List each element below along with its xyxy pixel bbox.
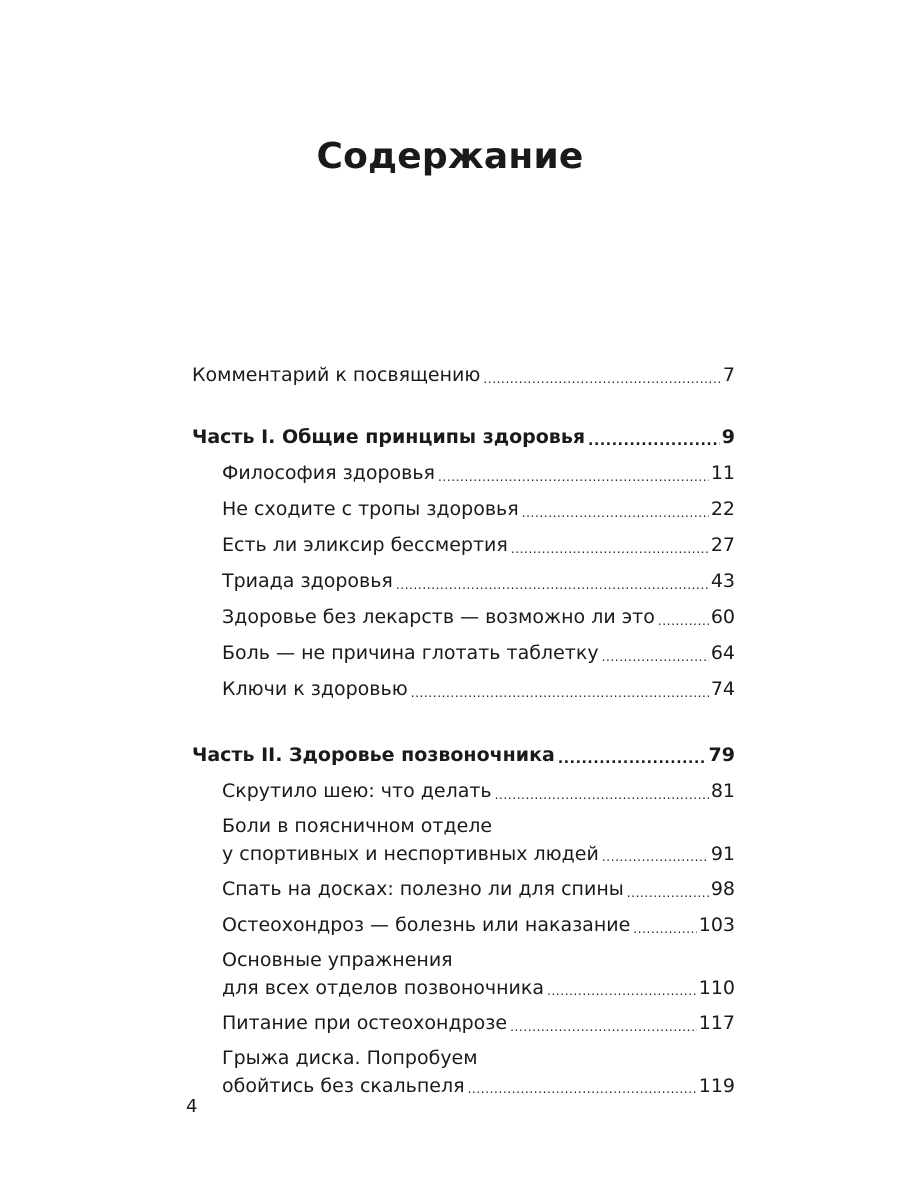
- toc-entry-label: Здоровье без лекарств — возможно ли это: [222, 606, 655, 628]
- dot-leader: [627, 882, 709, 904]
- toc-entry-multiline[interactable]: [192, 812, 735, 868]
- dot-leader: [522, 502, 709, 524]
- toc-entry-label-line2: обойтись без скальпеля: [222, 1075, 465, 1097]
- toc-page-number: 11: [710, 462, 735, 484]
- dot-leader: [511, 538, 709, 560]
- dot-leader: [633, 918, 696, 940]
- toc-entry-label: Остеохондроз — болезнь или наказание: [222, 914, 631, 936]
- toc-part-label: Часть II. Здоровье позвоночника: [192, 744, 555, 766]
- page-number: 4: [186, 1096, 198, 1117]
- toc-entry-label-line1: Боли в поясничном отделе: [222, 815, 493, 837]
- toc-part-2[interactable]: [192, 740, 735, 770]
- toc-entry-label-line1: Основные упражнения: [222, 949, 453, 971]
- toc-page-number: 22: [710, 498, 735, 520]
- toc-page-number: 119: [698, 1075, 735, 1097]
- dot-leader: [558, 748, 707, 770]
- toc-page-number: 27: [710, 534, 735, 556]
- toc-entry[interactable]: [192, 494, 735, 524]
- toc-page-number: 9: [721, 426, 735, 448]
- toc-page-number: 110: [698, 977, 735, 999]
- toc-entry-multiline[interactable]: [192, 1044, 735, 1100]
- toc-page-number: 117: [698, 1012, 735, 1034]
- page-title: Содержание: [316, 136, 584, 177]
- toc-entry-label: Питание при остеохондрозе: [222, 1012, 508, 1034]
- toc-page-number: 79: [708, 744, 735, 766]
- toc-entry-label: Скрутило шею: что делать: [222, 780, 492, 802]
- toc-entry[interactable]: [192, 602, 735, 632]
- toc-entry-label-line2: для всех отделов позвоночника: [222, 977, 545, 999]
- toc-entry[interactable]: [192, 458, 735, 488]
- dot-leader: [547, 980, 697, 1002]
- dot-leader: [438, 466, 709, 488]
- toc-entry-label: Комментарий к посвящению: [192, 364, 481, 386]
- toc-page-number: 91: [710, 843, 735, 865]
- toc-entry[interactable]: [192, 910, 735, 940]
- toc-entry[interactable]: [192, 874, 735, 904]
- toc-entry-label: Триада здоровья: [222, 570, 393, 592]
- toc-entry-multiline[interactable]: [192, 946, 735, 1002]
- dot-leader: [602, 646, 709, 668]
- toc-entry-label: Есть ли эликсир бессмертия: [222, 534, 508, 556]
- toc-entry-label: Философия здоровья: [222, 462, 435, 484]
- toc-page-number: 7: [722, 364, 735, 386]
- toc-entry[interactable]: [192, 566, 735, 596]
- toc-entry[interactable]: [192, 674, 735, 704]
- toc-entry[interactable]: [192, 1008, 735, 1038]
- toc-page-number: 103: [698, 914, 735, 936]
- toc-page-number: 98: [710, 878, 735, 900]
- toc-page-number: 43: [710, 570, 735, 592]
- toc-entry[interactable]: [192, 776, 735, 806]
- toc-page-number: 64: [710, 642, 735, 664]
- dot-leader: [396, 574, 709, 596]
- dot-leader: [658, 610, 709, 632]
- toc-part-label: Часть I. Общие принципы здоровья: [192, 426, 586, 448]
- toc-page-number: 81: [710, 780, 735, 802]
- toc-part-1[interactable]: [192, 422, 735, 452]
- dot-leader: [468, 1078, 697, 1100]
- dot-leader: [602, 846, 709, 868]
- table-of-contents: [192, 360, 735, 1100]
- toc-entry-label: Спать на досках: полезно ли для спины: [222, 878, 624, 900]
- toc-entry-intro[interactable]: [192, 360, 735, 390]
- dot-leader: [495, 784, 709, 806]
- dot-leader: [510, 1016, 697, 1038]
- dot-leader: [483, 368, 721, 390]
- dot-leader: [411, 682, 709, 704]
- toc-page-number: 60: [710, 606, 735, 628]
- toc-page-number: 74: [710, 678, 735, 700]
- dot-leader: [588, 430, 720, 452]
- toc-entry-label: Боль — не причина глотать таблетку: [222, 642, 599, 664]
- toc-entry[interactable]: [192, 530, 735, 560]
- toc-entry-label-line2: у спортивных и неспортивных людей: [222, 843, 599, 865]
- toc-entry-label: Не сходите с тропы здоровья: [222, 498, 519, 520]
- toc-entry-label-line1: Грыжа диска. Попробуем: [222, 1047, 478, 1069]
- toc-entry[interactable]: [192, 638, 735, 668]
- toc-entry-label: Ключи к здоровью: [222, 678, 408, 700]
